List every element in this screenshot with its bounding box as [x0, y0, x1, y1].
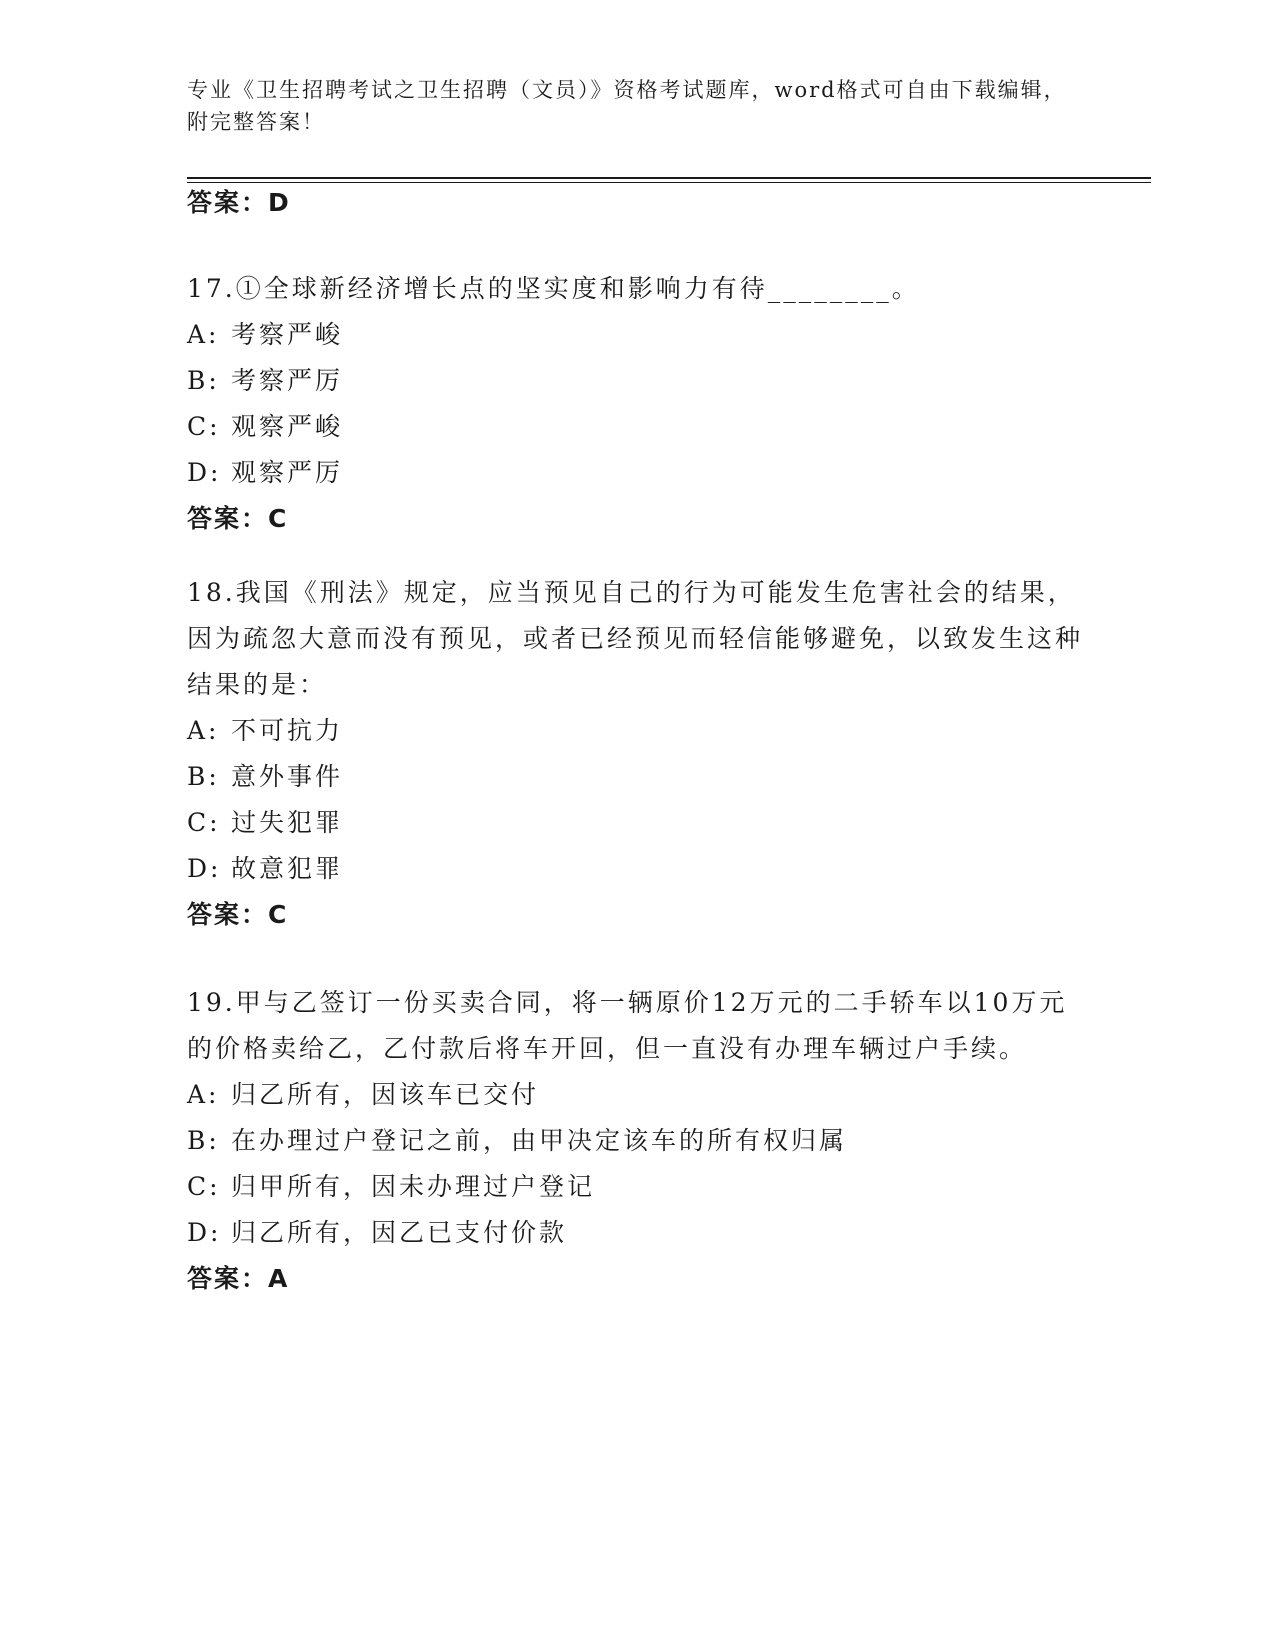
option-b — [187, 754, 1087, 800]
option-letter: C: — [187, 412, 221, 441]
option-letter: C: — [187, 808, 221, 837]
option-letter: D: — [187, 854, 222, 883]
option-letter: C: — [187, 1172, 221, 1201]
option-a — [187, 1072, 1087, 1118]
answer-line: 答案：C — [187, 900, 289, 929]
answer-line: 答案：D — [187, 188, 291, 217]
option-c — [187, 1164, 1087, 1210]
option-d — [187, 846, 1087, 892]
question-stem: 18.我国《刑法》规定，应当预见自己的行为可能发生危害社会的结果，因为疏忽大意而没有预见，或者已经预见而轻信能够避免，以致发生这种结果的是： — [187, 578, 1084, 699]
option-text: 考察严厉 — [231, 366, 344, 395]
option-b — [187, 358, 1087, 404]
option-text: 考察严峻 — [231, 320, 344, 349]
option-letter: A: — [187, 716, 220, 745]
option-b — [187, 1118, 1087, 1164]
option-letter: B: — [187, 366, 220, 395]
document-header: 专业《卫生招聘考试之卫生招聘（文员）》资格考试题库，word格式可自由下载编辑，附完整答案！ — [187, 78, 1067, 134]
option-letter: D: — [187, 458, 222, 487]
answer-line: 答案：C — [187, 504, 289, 533]
option-text: 故意犯罪 — [231, 854, 344, 883]
answer-line: 答案：A — [187, 1264, 290, 1293]
option-c — [187, 404, 1087, 450]
option-a — [187, 708, 1087, 754]
question-block — [187, 980, 1087, 1302]
option-text: 归乙所有，因乙已支付价款 — [231, 1218, 568, 1247]
option-letter: A: — [187, 1080, 220, 1109]
option-text: 不可抗力 — [231, 716, 344, 745]
question-stem: 17.①全球新经济增长点的坚实度和影响力有待________。 — [187, 274, 920, 303]
option-letter: A: — [187, 320, 220, 349]
option-text: 归甲所有，因未办理过户登记 — [231, 1172, 596, 1201]
option-a — [187, 312, 1087, 358]
option-letter: B: — [187, 1126, 220, 1155]
question-block — [187, 266, 1087, 542]
option-letter: B: — [187, 762, 220, 791]
question-block — [187, 570, 1087, 938]
option-text: 观察严厉 — [231, 458, 344, 487]
option-c — [187, 800, 1087, 846]
option-text: 归乙所有，因该车已交付 — [231, 1080, 540, 1109]
question-stem: 19.甲与乙签订一份买卖合同，将一辆原价12万元的二手轿车以10万元的价格卖给乙，乙付款后将车开回，但一直没有办理车辆过户手续。 — [187, 988, 1068, 1063]
option-text: 过失犯罪 — [231, 808, 344, 837]
option-text: 意外事件 — [231, 762, 344, 791]
option-text: 在办理过户登记之前，由甲决定该车的所有权归属 — [231, 1126, 848, 1155]
option-d — [187, 1210, 1087, 1256]
previous-answer-block — [187, 180, 1087, 226]
option-d — [187, 450, 1087, 496]
header-divider — [187, 177, 1151, 179]
option-text: 观察严峻 — [231, 412, 344, 441]
option-letter: D: — [187, 1218, 222, 1247]
